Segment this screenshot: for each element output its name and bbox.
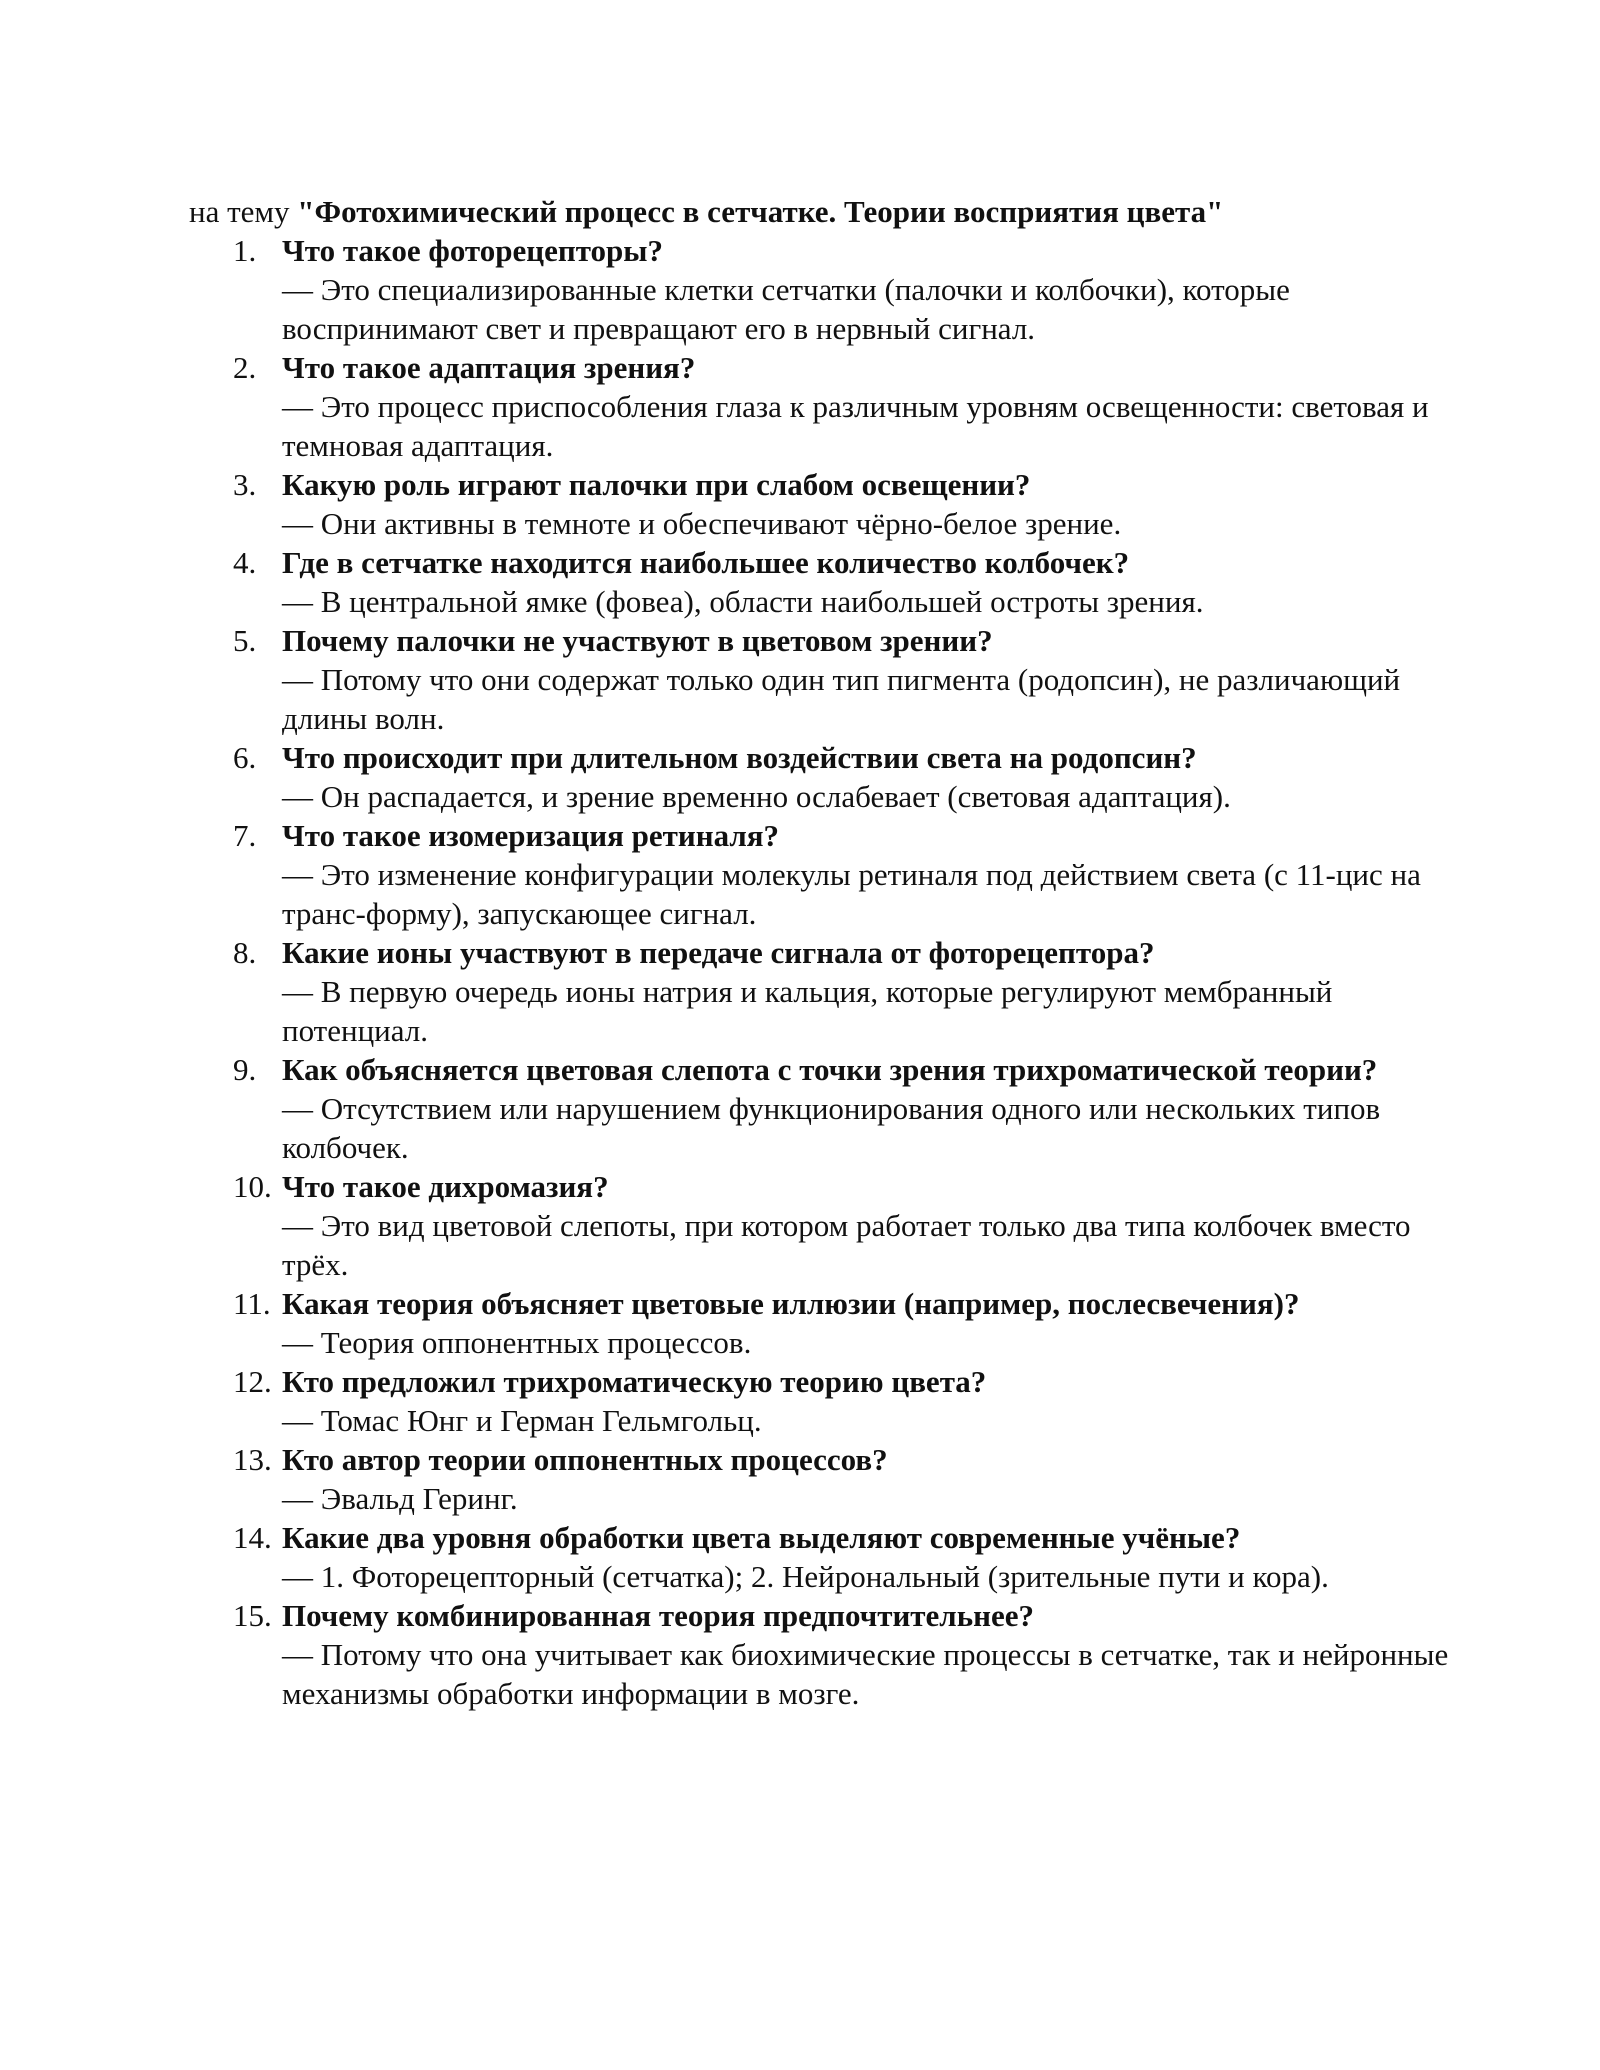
item-number: 13. [233,1442,272,1477]
answer-text: — Эвальд Геринг. [282,1481,518,1516]
question-text: Кто предложил трихроматическую теорию цвета? [282,1364,987,1399]
question-text: Почему палочки не участвуют в цветовом зрении? [282,623,993,658]
question-text: Как объясняется цветовая слепота с точки зрения трихроматической теории? [282,1052,1378,1087]
question-item [189,1440,1449,1518]
document-heading [189,192,1449,231]
question-item [189,1518,1449,1596]
heading-title: "Фотохимический процесс в сетчатке. Теории восприятия цвета" [297,194,1224,229]
question-text: Какие два уровня обработки цвета выделяют современные учёные? [282,1520,1241,1555]
question-item [189,621,1449,738]
item-number: 15. [233,1598,272,1633]
question-text: Какая теория объясняет цветовые иллюзии (например, послесвечения)? [282,1286,1300,1321]
question-item [189,348,1449,465]
item-number: 5. [233,623,257,658]
item-number: 11. [233,1286,271,1321]
question-item [189,543,1449,621]
question-item [189,465,1449,543]
question-item [189,1167,1449,1284]
answer-text: — Томас Юнг и Герман Гельмгольц. [282,1403,762,1438]
document-page [189,192,1449,1713]
answer-text: — В центральной ямке (фовеа), области наибольшей остроты зрения. [282,584,1204,619]
question-text: Что такое изомеризация ретиналя? [282,818,779,853]
question-item [189,1050,1449,1167]
question-text: Какую роль играют палочки при слабом освещении? [282,467,1031,502]
item-number: 14. [233,1520,272,1555]
question-text: Где в сетчатке находится наибольшее количество колбочек? [282,545,1130,580]
question-text: Что такое адаптация зрения? [282,350,696,385]
question-text: Кто автор теории оппонентных процессов? [282,1442,888,1477]
answer-text: — Они активны в темноте и обеспечивают чёрно-белое зрение. [282,506,1122,541]
item-number: 12. [233,1364,272,1399]
question-item [189,231,1449,348]
question-item [189,1362,1449,1440]
item-number: 6. [233,740,257,775]
answer-text: — Теория оппонентных процессов. [282,1325,752,1360]
answer-text: — Потому что она учитывает как биохимические процессы в сетчатке, так и нейронные механизмы обработки информации в мозге. [282,1637,1449,1711]
question-item [189,816,1449,933]
answer-text: — Это процесс приспособления глаза к различным уровням освещенности: световая и темновая адаптация. [282,389,1429,463]
question-item [189,1596,1449,1713]
question-list [189,231,1449,1713]
question-item [189,738,1449,816]
answer-text: — Потому что они содержат только один тип пигмента (родопсин), не различающий длины волн. [282,662,1401,736]
answer-text: — Он распадается, и зрение временно ослабевает (световая адаптация). [282,779,1231,814]
answer-text: — Это вид цветовой слепоты, при котором работает только два типа колбочек вместо трёх. [282,1208,1411,1282]
question-item [189,1284,1449,1362]
item-number: 7. [233,818,257,853]
item-number: 9. [233,1052,257,1087]
question-text: Что такое фоторецепторы? [282,233,663,268]
item-number: 1. [233,233,257,268]
question-item [189,933,1449,1050]
item-number: 8. [233,935,257,970]
answer-text: — 1. Фоторецепторный (сетчатка); 2. Нейрональный (зрительные пути и кора). [282,1559,1329,1594]
item-number: 2. [233,350,257,385]
item-number: 3. [233,467,257,502]
question-text: Что происходит при длительном воздействии света на родопсин? [282,740,1197,775]
item-number: 10. [233,1169,272,1204]
answer-text: — Это специализированные клетки сетчатки (палочки и колбочки), которые воспринимают свет и превращают его в нервный сигнал. [282,272,1290,346]
question-text: Какие ионы участвуют в передаче сигнала от фоторецептора? [282,935,1155,970]
answer-text: — В первую очередь ионы натрия и кальция, которые регулируют мембранный потенциал. [282,974,1333,1048]
question-text: Почему комбинированная теория предпочтительнее? [282,1598,1034,1633]
answer-text: — Отсутствием или нарушением функционирования одного или нескольких типов колбочек. [282,1091,1381,1165]
answer-text: — Это изменение конфигурации молекулы ретиналя под действием света (с 11-цис на транс-форму), запускающее сигнал. [282,857,1421,931]
question-text: Что такое дихромазия? [282,1169,609,1204]
item-number: 4. [233,545,257,580]
heading-prefix: на тему [189,194,298,229]
